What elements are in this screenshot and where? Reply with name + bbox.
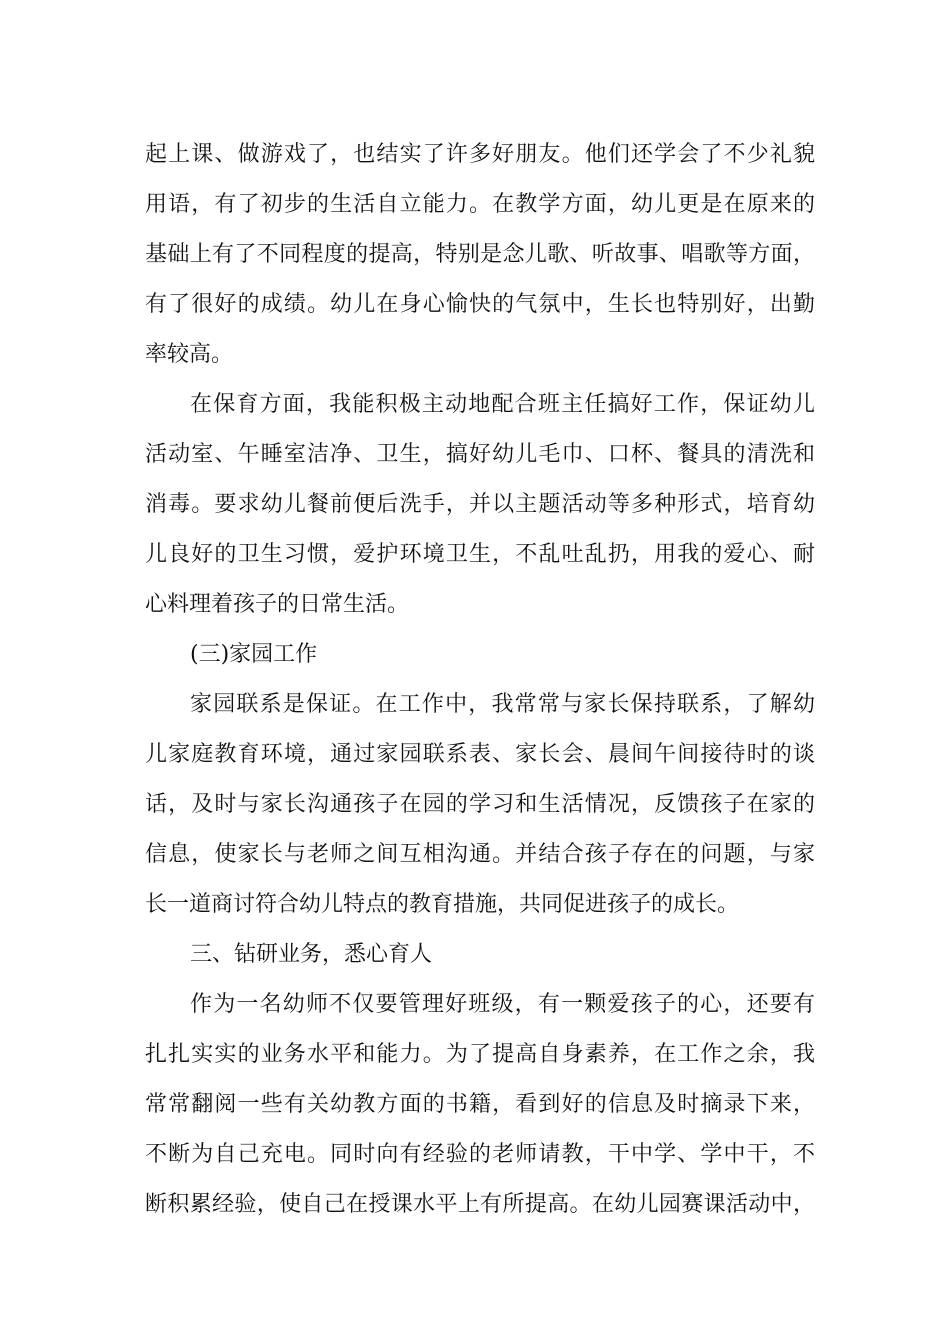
text-line: 扎扎实实的业务水平和能力。为了提高自身素养，在工作之余，我 — [145, 1042, 815, 1067]
text-line: 率较高。 — [145, 342, 234, 367]
text-line: 不断为自己充电。同时向有经验的老师请教，干中学、学中干，不 — [145, 1142, 815, 1167]
text-line: 儿家庭教育环境，通过家园联系表、家长会、晨间午间接待时的谈 — [145, 742, 815, 767]
text-line: 在保育方面，我能积极主动地配合班主任搞好工作，保证幼儿 — [190, 392, 815, 417]
text-line: 心料理着孩子的日常生活。 — [145, 592, 410, 617]
text-line: 作为一名幼师不仅要管理好班级，有一颗爱孩子的心，还要有 — [190, 992, 815, 1017]
section-heading: 三、钻研业务，悉心育人 — [190, 942, 433, 967]
text-line: 用语，有了初步的生活自立能力。在教学方面，幼儿更是在原来的 — [145, 192, 815, 217]
text-line: 消毒。要求幼儿餐前便后洗手，并以主题活动等多种形式，培育幼 — [145, 492, 815, 517]
text-line: 儿良好的卫生习惯，爱护环境卫生，不乱吐乱扔，用我的爱心、耐 — [145, 542, 815, 567]
text-line: 断积累经验，使自己在授课水平上有所提高。在幼儿园赛课活动中， — [145, 1192, 815, 1217]
text-line: 信息，使家长与老师之间互相沟通。并结合孩子存在的问题，与家 — [145, 842, 815, 867]
text-line: 活动室、午睡室洁净、卫生，搞好幼儿毛巾、口杯、餐具的清洗和 — [145, 442, 815, 467]
text-line: 家园联系是保证。在工作中，我常常与家长保持联系，了解幼 — [190, 692, 815, 717]
text-line: 长一道商讨符合幼儿特点的教育措施，共同促进孩子的成长。 — [145, 892, 740, 917]
text-line: 话，及时与家长沟通孩子在园的学习和生活情况，反馈孩子在家的 — [145, 792, 815, 817]
section-heading: (三)家园工作 — [190, 642, 318, 667]
text-line: 起上课、做游戏了，也结实了许多好朋友。他们还学会了不少礼貌 — [145, 142, 815, 167]
body-text — [145, 130, 815, 1230]
text-line: 基础上有了不同程度的提高，特别是念儿歌、听故事、唱歌等方面， — [145, 242, 815, 267]
text-line: 有了很好的成绩。幼儿在身心愉快的气氛中，生长也特别好，出勤 — [145, 292, 815, 317]
text-line: 常常翻阅一些有关幼教方面的书籍，看到好的信息及时摘录下来， — [145, 1092, 815, 1117]
